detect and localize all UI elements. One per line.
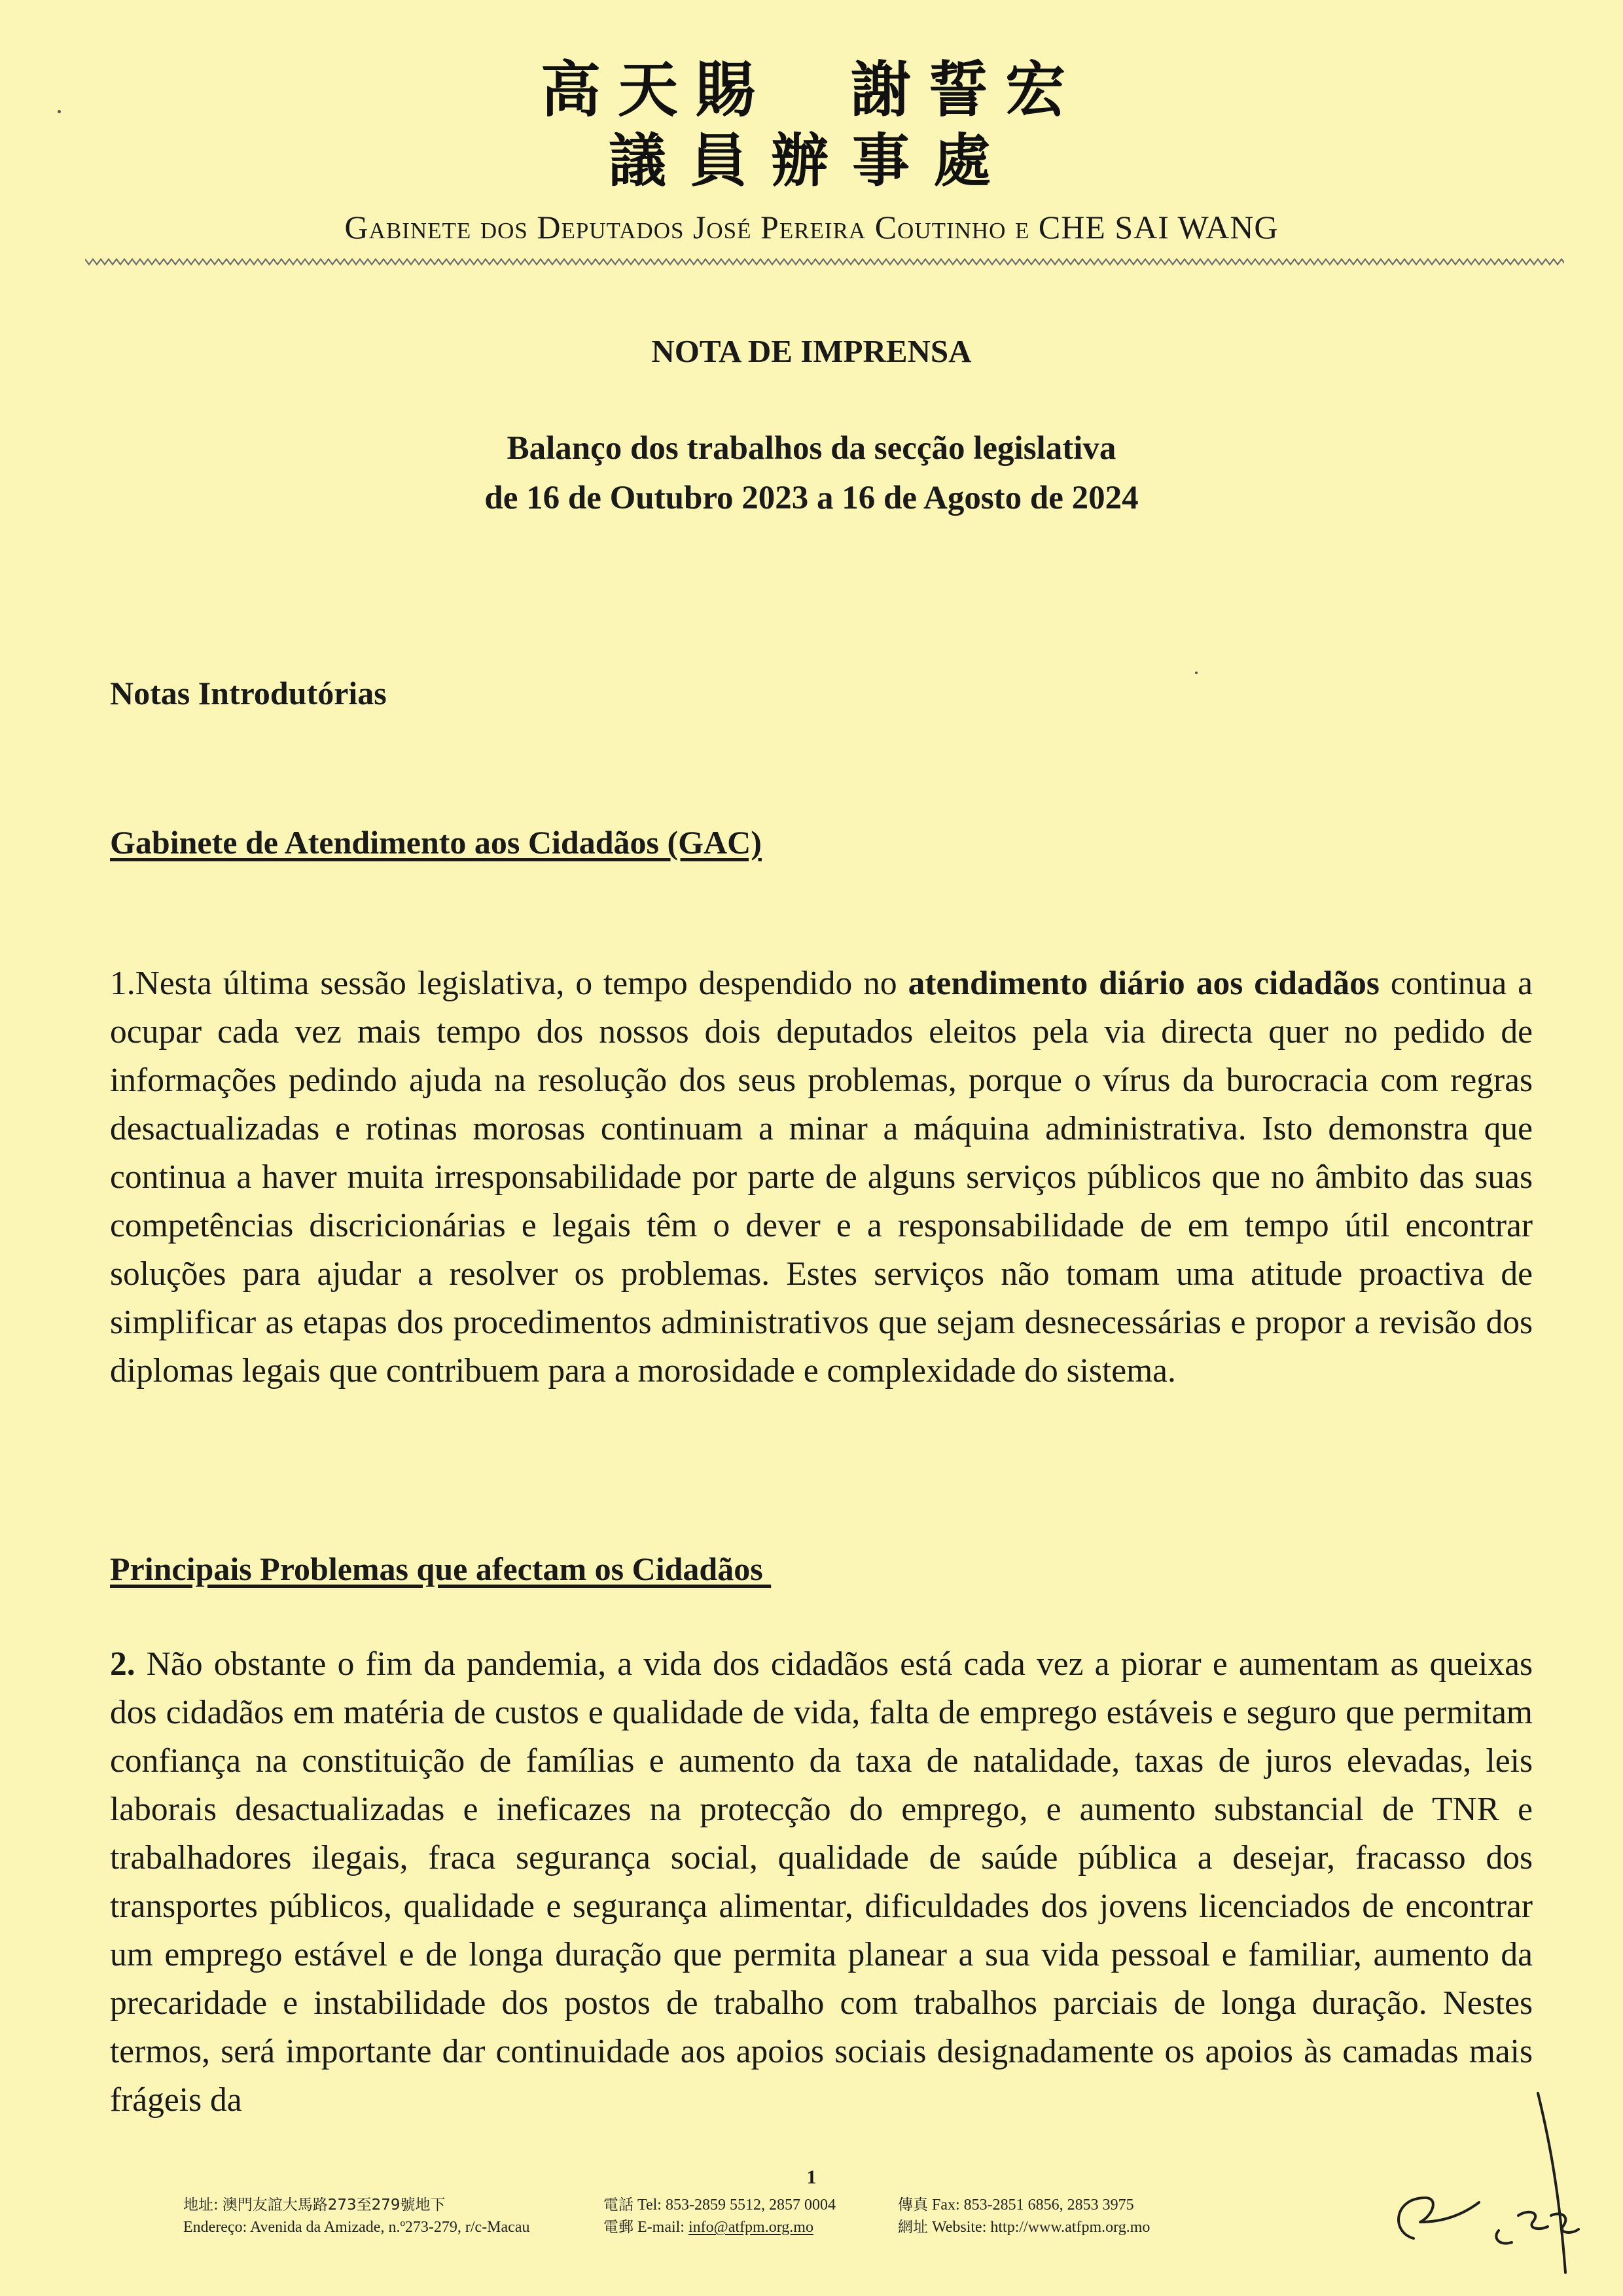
handwritten-signature-icon bbox=[1387, 2081, 1603, 2278]
paragraph-1-lead: 1.Nesta última sessão legislativa, o tempo despendido no bbox=[110, 965, 908, 1002]
paragraph-2-number: 2. bbox=[110, 1645, 135, 1683]
scan-speck bbox=[1195, 672, 1198, 674]
document-subtitle-line-1: Balanço dos trabalhos da secção legislativa bbox=[507, 430, 1116, 467]
letterhead-divider bbox=[85, 254, 1564, 270]
deputy-name-1-cn: 高天賜 bbox=[540, 55, 772, 125]
email-label-cn: 電郵 bbox=[603, 2219, 633, 2236]
footer-address bbox=[183, 2194, 529, 2238]
page-number: 1 bbox=[806, 2166, 817, 2188]
problems-heading: Principais Problemas que afectam os Cidadãos bbox=[110, 1551, 772, 1587]
letterhead-office-cn: 議員辦事處 bbox=[608, 127, 1014, 194]
letterhead-names-cn bbox=[0, 55, 1623, 125]
paragraph-1-rest: continua a ocupar cada vez mais tempo dos nossos dois deputados eleitos pela via directa quer no pedido de informações pedindo ajuda na resolução dos seus problemas, porque o vírus da burocracia com regras desactualizadas e rotinas morosas continuam a minar a máquina administrativa. Isto demonstra que continua a haver muita irresponsabilidade por parte de alguns serviços públicos que no âmbito das suas competências discricionárias e legais têm o dever e a responsabilidade de em tempo útil encontrar soluções para ajudar a resolver os problemas. Estes serviços não tomam uma atitude proactiva de simplificar as etapas dos procedimentos administrativos que sejam desnecessárias e propor a revisão dos diplomas legais que contribuem para a morosidade e complexidade do sistema. bbox=[110, 965, 1533, 1390]
document-title: NOTA DE IMPRENSA bbox=[651, 333, 972, 369]
paragraph-2 bbox=[110, 1640, 1533, 2125]
paragraph-1-bold: atendimento diário aos cidadãos bbox=[908, 965, 1380, 1002]
footer-contact bbox=[603, 2194, 836, 2238]
paragraph-1 bbox=[110, 960, 1533, 1395]
letterhead-office-pt-prefix: Gabinete dos Deputados José Pereira Coutinho e bbox=[344, 209, 1039, 245]
gac-heading: Gabinete de Atendimento aos Cidadãos (GAC) bbox=[110, 824, 762, 861]
email-link[interactable]: info@atfpm.org.mo bbox=[688, 2219, 813, 2236]
tel: Tel: 853-2859 5512, 2857 0004 bbox=[637, 2197, 836, 2214]
document-subtitle-line-2: de 16 de Outubro 2023 a 16 de Agosto de 2024 bbox=[484, 480, 1139, 516]
fax-label-cn: 傳真 bbox=[898, 2197, 928, 2214]
address-label-pt: Endereço: bbox=[183, 2219, 247, 2236]
paragraph-2-text: Não obstante o fim da pandemia, a vida dos cidadãos está cada vez a piorar e aumentam as queixas dos cidadãos em matéria de custos e qualidade de vida, falta de emprego estáveis e seguro que permitam confiança na constituição de famílias e aumento da taxa de natalidade, taxas de juros elevadas, leis laborais desactualizadas e ineficazes na protecção do emprego, e aumento substancial de TNR e trabalhadores ilegais, fraca segurança social, qualidade de saúde pública a desejar, fracasso dos transportes públicos, qualidade e segurança alimentar, dificuldades dos jovens licenciados de encontrar um emprego estável e de longa duração que permita planear a sua vida pessoal e familiar, aumento da precaridade e instabilidade dos postos de trabalho com trabalhos parciais de longa duração. Nestes termos, será importante dar continuidade aos apoios sociais designadamente os apoios às camadas mais frágeis da bbox=[110, 1645, 1533, 2119]
fax: Fax: 853-2851 6856, 2853 3975 bbox=[932, 2197, 1134, 2214]
footer-fax-web bbox=[898, 2194, 1150, 2238]
web-label-cn: 網址 bbox=[898, 2219, 928, 2236]
letterhead-office-pt bbox=[0, 211, 1623, 243]
intro-heading: Notas Introdutórias bbox=[110, 675, 387, 711]
tel-label-cn: 電話 bbox=[603, 2197, 633, 2214]
address-label-cn: 地址: bbox=[183, 2197, 219, 2214]
deputy-name-2-cn: 謝誓宏 bbox=[851, 55, 1083, 125]
address-cn: 澳門友誼大馬路273至279號地下 bbox=[222, 2197, 446, 2214]
email-prefix: E-mail: bbox=[637, 2219, 688, 2236]
address-pt: Avenida da Amizade, n.º273-279, r/c-Macau bbox=[249, 2219, 530, 2236]
letterhead-office-pt-suffix: CHE SAI WANG bbox=[1038, 209, 1279, 245]
scan-speck bbox=[58, 110, 61, 113]
website-link[interactable]: Website: http://www.atfpm.org.mo bbox=[932, 2219, 1150, 2236]
